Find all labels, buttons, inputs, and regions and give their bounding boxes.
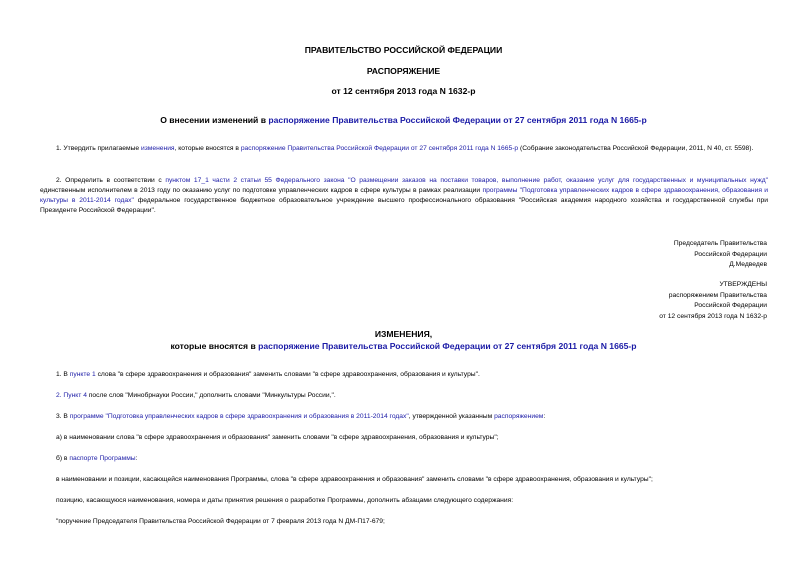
change-item-1 bbox=[56, 370, 480, 380]
item3b-link[interactable]: паспорте Программы bbox=[69, 455, 136, 462]
changes-heading: ИЗМЕНЕНИЯ, bbox=[374, 329, 433, 339]
p2-link-program[interactable]: программы "Подготовка управленческих кадров в сфере здравоохранения, образования и культуры в 2011-2014 годах" bbox=[40, 187, 768, 204]
p1-link-changes[interactable]: изменения bbox=[140, 145, 175, 152]
paragraph-2 bbox=[40, 176, 768, 216]
p2-link-law[interactable]: пунктом 17_1 части 2 статьи 55 Федерального закона "О размещении заказов на поставки товаров, выполнение работ, оказание услуг для государственных и муниципальных нужд" bbox=[165, 177, 768, 184]
change-item-3b-2: позицию, касающуюся наименования, номера и даты принятия решения о разработке Программы, дополнить абзацами следующего содержания: bbox=[56, 497, 514, 504]
document-title bbox=[0, 115, 807, 125]
item3-text-c: : bbox=[543, 413, 546, 420]
p2-text-c: федеральное государственное бюджетное образовательное учреждение высшего профессионального образования "Российская академия народного хозяйства и государственной службы при Президенте Российской Федерации". bbox=[40, 197, 768, 214]
document-type: РАСПОРЯЖЕНИЕ bbox=[366, 66, 441, 76]
document-date-number: от 12 сентября 2013 года N 1632-р bbox=[331, 86, 476, 96]
signature-block bbox=[674, 239, 767, 271]
item3b-text-c: : bbox=[135, 455, 138, 462]
title-link[interactable]: распоряжение Правительства Российской Федерации от 27 сентября 2011 года N 1665-р bbox=[268, 115, 647, 125]
change-item-2 bbox=[56, 391, 336, 401]
item1-link[interactable]: пункте 1 bbox=[69, 371, 96, 378]
item3b-text-a: б) в bbox=[56, 455, 70, 462]
approval-line-2: распоряжением Правительства bbox=[668, 291, 767, 299]
p1-text-b: , которые вносятся в bbox=[174, 145, 241, 152]
item3-text-a: 3. В bbox=[56, 413, 70, 420]
item3-link-order[interactable]: распоряжением bbox=[494, 413, 544, 420]
change-item-3a: а) в наименовании слова "в сфере здравоохранения и образования" заменить словами "в сфере здравоохранения, образования и культуры"; bbox=[56, 434, 499, 441]
item2-text-b: после слов "Минобрнауки России," дополнить словами "Минкультуры России,". bbox=[86, 392, 336, 399]
changes-subheading bbox=[0, 341, 807, 351]
changes-subheading-prefix: которые вносятся в bbox=[170, 341, 259, 351]
change-item-3b-3: "поручение Председателя Правительства Российской Федерации от 7 февраля 2013 года N ДМ-П17-679; bbox=[56, 518, 385, 525]
change-item-3 bbox=[56, 412, 545, 422]
changes-subheading-link[interactable]: распоряжение Правительства Российской Федерации от 27 сентября 2011 года N 1665-р bbox=[258, 341, 637, 351]
p2-text-b: единственным исполнителем в 2013 году по оказанию услуг по подготовке управленческих кадров в сфере культуры в рамках реализации bbox=[40, 187, 483, 194]
item1-text-a: 1. В bbox=[56, 371, 70, 378]
signature-line-1: Председатель Правительства bbox=[673, 240, 767, 247]
item1-text-b: слова "в сфере здравоохранения и образования" заменить словами "в сфере здравоохранения, образования и культуры". bbox=[95, 371, 480, 378]
p2-text-a: 2. Определить в соответствии с bbox=[56, 177, 166, 184]
p1-link-order[interactable]: распоряжение Правительства Российской Федерации от 27 сентября 2011 года N 1665-р bbox=[240, 145, 519, 152]
approval-line-3: Российской Федерации bbox=[694, 302, 767, 309]
title-prefix: О внесении изменений в bbox=[160, 115, 269, 125]
paragraph-1 bbox=[40, 144, 768, 154]
item3-link-program[interactable]: программе "Подготовка управленческих кадров в сфере здравоохранения и образования в 2011-2014 годах" bbox=[69, 413, 409, 420]
approval-block bbox=[659, 280, 767, 322]
government-heading: ПРАВИТЕЛЬСТВО РОССИЙСКОЙ ФЕДЕРАЦИИ bbox=[304, 45, 503, 55]
approval-line-4: от 12 сентября 2013 года N 1632-р bbox=[659, 312, 767, 320]
p1-text-c: (Собрание законодательства Российской Федерации, 2011, N 40, ст. 5598). bbox=[518, 145, 754, 152]
change-item-3b bbox=[56, 454, 137, 464]
change-item-3b-1: в наименовании и позиции, касающейся наименования Программы, слова "в сфере здравоохранения и образования" заменить словами "в сфере здравоохранения, образования и культуры"; bbox=[56, 476, 653, 483]
approval-line-1: УТВЕРЖДЕНЫ bbox=[719, 281, 767, 288]
signature-line-2: Российской Федерации bbox=[694, 250, 767, 258]
signature-name: Д.Медведев bbox=[729, 261, 767, 268]
item3-text-b: , утвержденной указанным bbox=[408, 413, 495, 420]
item2-link[interactable]: 2. Пункт 4 bbox=[56, 392, 87, 399]
p1-text-a: 1. Утвердить прилагаемые bbox=[56, 145, 141, 152]
